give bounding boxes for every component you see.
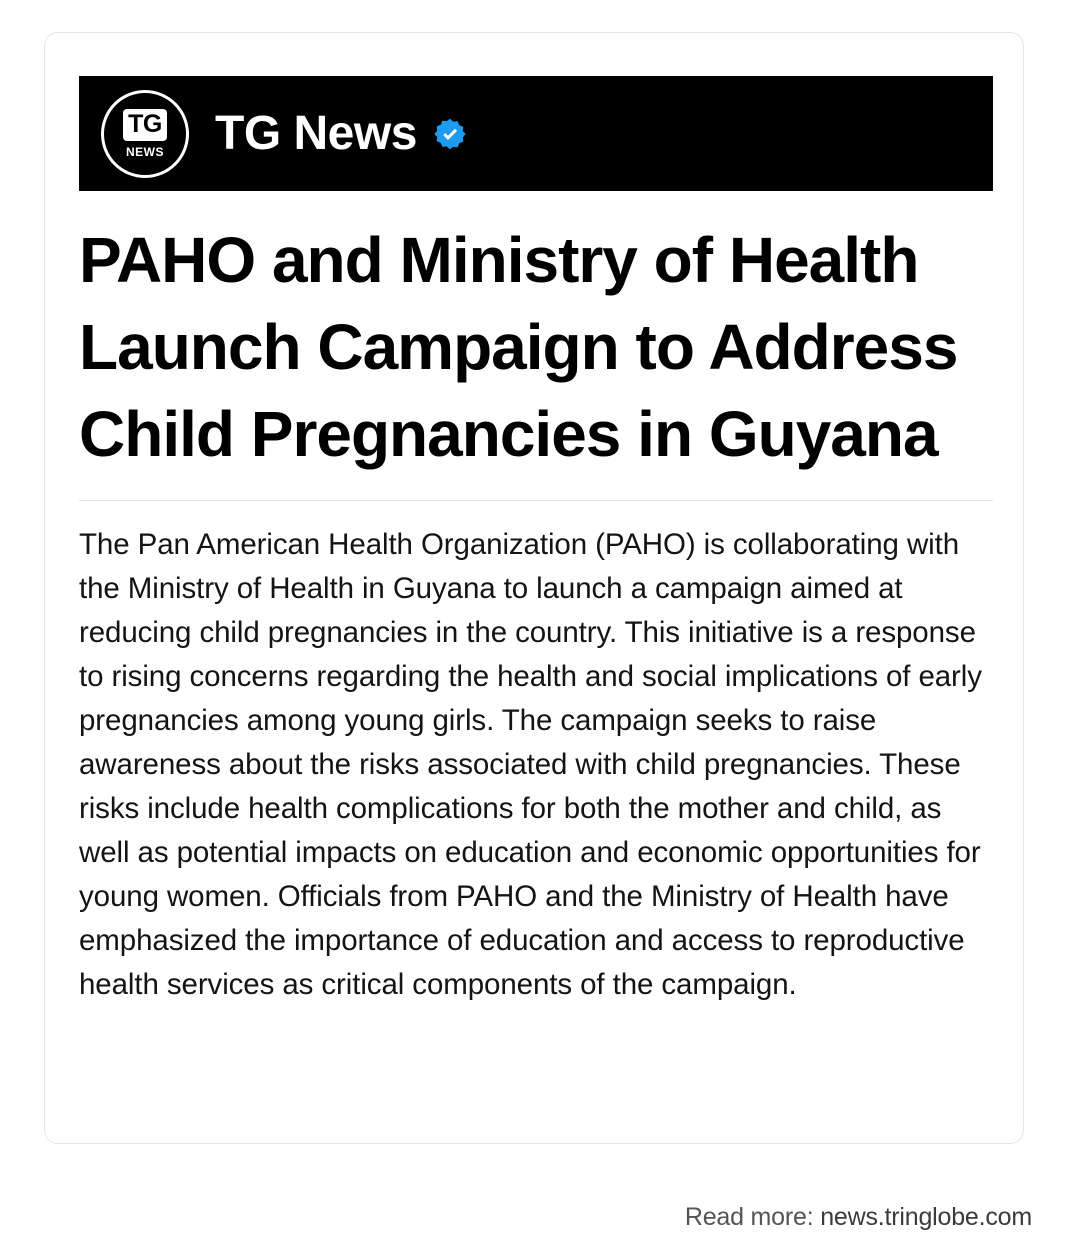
- article-headline: PAHO and Ministry of Health Launch Campaign to Address Child Pregnancies in Guyana: [79, 191, 993, 501]
- brand-name: TG News: [215, 106, 417, 160]
- source-domain: news.tringlobe.com: [820, 1203, 1032, 1231]
- article-card-content: [79, 76, 993, 1007]
- logo-tg-text: TG: [123, 109, 167, 141]
- brand-header: [79, 76, 993, 191]
- article-card: [44, 32, 1024, 1144]
- read-more-label: Read more:: [684, 1203, 814, 1231]
- verified-badge-icon: [433, 117, 467, 151]
- footer-source: [685, 1203, 1032, 1232]
- article-body: The Pan American Health Organization (PAHO) is collaborating with the Ministry of Health in Guyana to launch a campaign aimed at reducing child pregnancies in the country. This initiative is a response to rising concerns regarding the health and social implications of early pregnancies among young girls. The campaign seeks to raise awareness about the risks associated with child pregnancies. These risks include health complications for both the mother and child, as well as potential impacts on education and economic opportunities for young women. Officials from PAHO and the Ministry of Health have emphasized the importance of education and access to reproductive health services as critical components of the campaign.: [79, 528, 982, 1001]
- logo-news-text: NEWS: [126, 145, 164, 159]
- tg-news-logo: [101, 90, 189, 178]
